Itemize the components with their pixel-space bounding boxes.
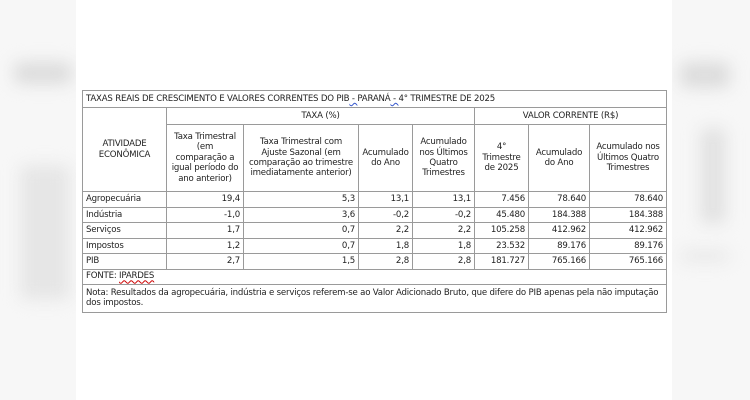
cell-value: 181.727 (475, 254, 529, 270)
cell-value: 5,3 (244, 192, 359, 208)
cell-activity: PIB (83, 254, 167, 270)
cell-value: 412.962 (590, 223, 667, 239)
cell-value: 78.640 (529, 192, 590, 208)
cell-value: 1,2 (167, 238, 244, 254)
header-activity: ATIVIDADE ECONÔMICA (83, 108, 167, 192)
blur-shape (14, 62, 72, 84)
table-title: TAXAS REAIS DE CRESCIMENTO E VALORES CORRENTES DO PIB - PARANÁ - 4° TRIMESTRE DE 2025 (83, 91, 667, 108)
cell-value: 1,7 (167, 223, 244, 239)
cell-value: 765.166 (529, 254, 590, 270)
cell-value: 1,8 (413, 238, 475, 254)
cell-value: 89.176 (590, 238, 667, 254)
blur-shape (20, 165, 70, 300)
cell-value: 19,4 (167, 192, 244, 208)
table-row-pib (83, 254, 667, 270)
column-header-row (83, 125, 667, 192)
cell-value: 3,6 (244, 207, 359, 223)
cell-value: 184.388 (590, 207, 667, 223)
gdp-table (82, 90, 667, 313)
cell-value: 13,1 (413, 192, 475, 208)
footnote: Nota: Resultados da agropecuária, indústria e serviços referem-se ao Valor Adicionado Bruto, que difere do PIB apenas pela não imputação dos impostos. (83, 284, 667, 312)
cell-value: 7.456 (475, 192, 529, 208)
cell-activity: Indústria (83, 207, 167, 223)
cell-value: 765.166 (590, 254, 667, 270)
cell-value: 2,8 (359, 254, 413, 270)
cell-value: 78.640 (590, 192, 667, 208)
note-row (83, 284, 667, 312)
cell-value: 0,7 (244, 238, 359, 254)
blurred-background-left (0, 0, 76, 400)
header-value-4q: Acumulado nos Últimos Quatro Trimestres (590, 125, 667, 192)
cell-value: 1,8 (359, 238, 413, 254)
cell-value: 412.962 (529, 223, 590, 239)
source-name: IPARDES (119, 271, 155, 282)
header-value-ytd: Acumulado do Ano (529, 125, 590, 192)
header-seasonal-rate: Taxa Trimestral com Ajuste Sazonal (em comparação ao trimestre imediatamente anterior) (244, 125, 359, 192)
cell-value: 2,7 (167, 254, 244, 270)
cell-value: 0,7 (244, 223, 359, 239)
cell-value: 2,2 (413, 223, 475, 239)
cell-activity: Impostos (83, 238, 167, 254)
cell-value: -1,0 (167, 207, 244, 223)
cell-value: 45.480 (475, 207, 529, 223)
cell-value: -0,2 (359, 207, 413, 223)
cell-value: -0,2 (413, 207, 475, 223)
source-row (83, 269, 667, 284)
blurred-background-right (672, 0, 750, 400)
table-row-agropecuaria (83, 192, 667, 208)
blur-shape (680, 250, 730, 262)
header-quarterly-rate: Taxa Trimestral (em comparação a igual período do ano anterior) (167, 125, 244, 192)
group-header-row (83, 108, 667, 125)
cell-value: 23.532 (475, 238, 529, 254)
cell-value: 13,1 (359, 192, 413, 208)
cell-value: 89.176 (529, 238, 590, 254)
header-value-group: VALOR CORRENTE (R$) (475, 108, 667, 125)
cell-value: 2,8 (413, 254, 475, 270)
blur-shape (680, 62, 730, 88)
header-rate-4q: Acumulado nos Últimos Quatro Trimestres (413, 125, 475, 192)
header-value-q4: 4° Trimestre de 2025 (475, 125, 529, 192)
header-rate-ytd: Acumulado do Ano (359, 125, 413, 192)
table-title-row (83, 91, 667, 108)
cell-value: 2,2 (359, 223, 413, 239)
table-row-servicos (83, 223, 667, 239)
cell-value: 105.258 (475, 223, 529, 239)
blur-shape (700, 128, 726, 224)
source-note: FONTE: IPARDES (83, 269, 667, 284)
cell-value: 184.388 (529, 207, 590, 223)
table-row-industria (83, 207, 667, 223)
header-rate-group: TAXA (%) (167, 108, 475, 125)
cell-activity: Serviços (83, 223, 167, 239)
table-row-impostos (83, 238, 667, 254)
cell-value: 1,5 (244, 254, 359, 270)
cell-activity: Agropecuária (83, 192, 167, 208)
